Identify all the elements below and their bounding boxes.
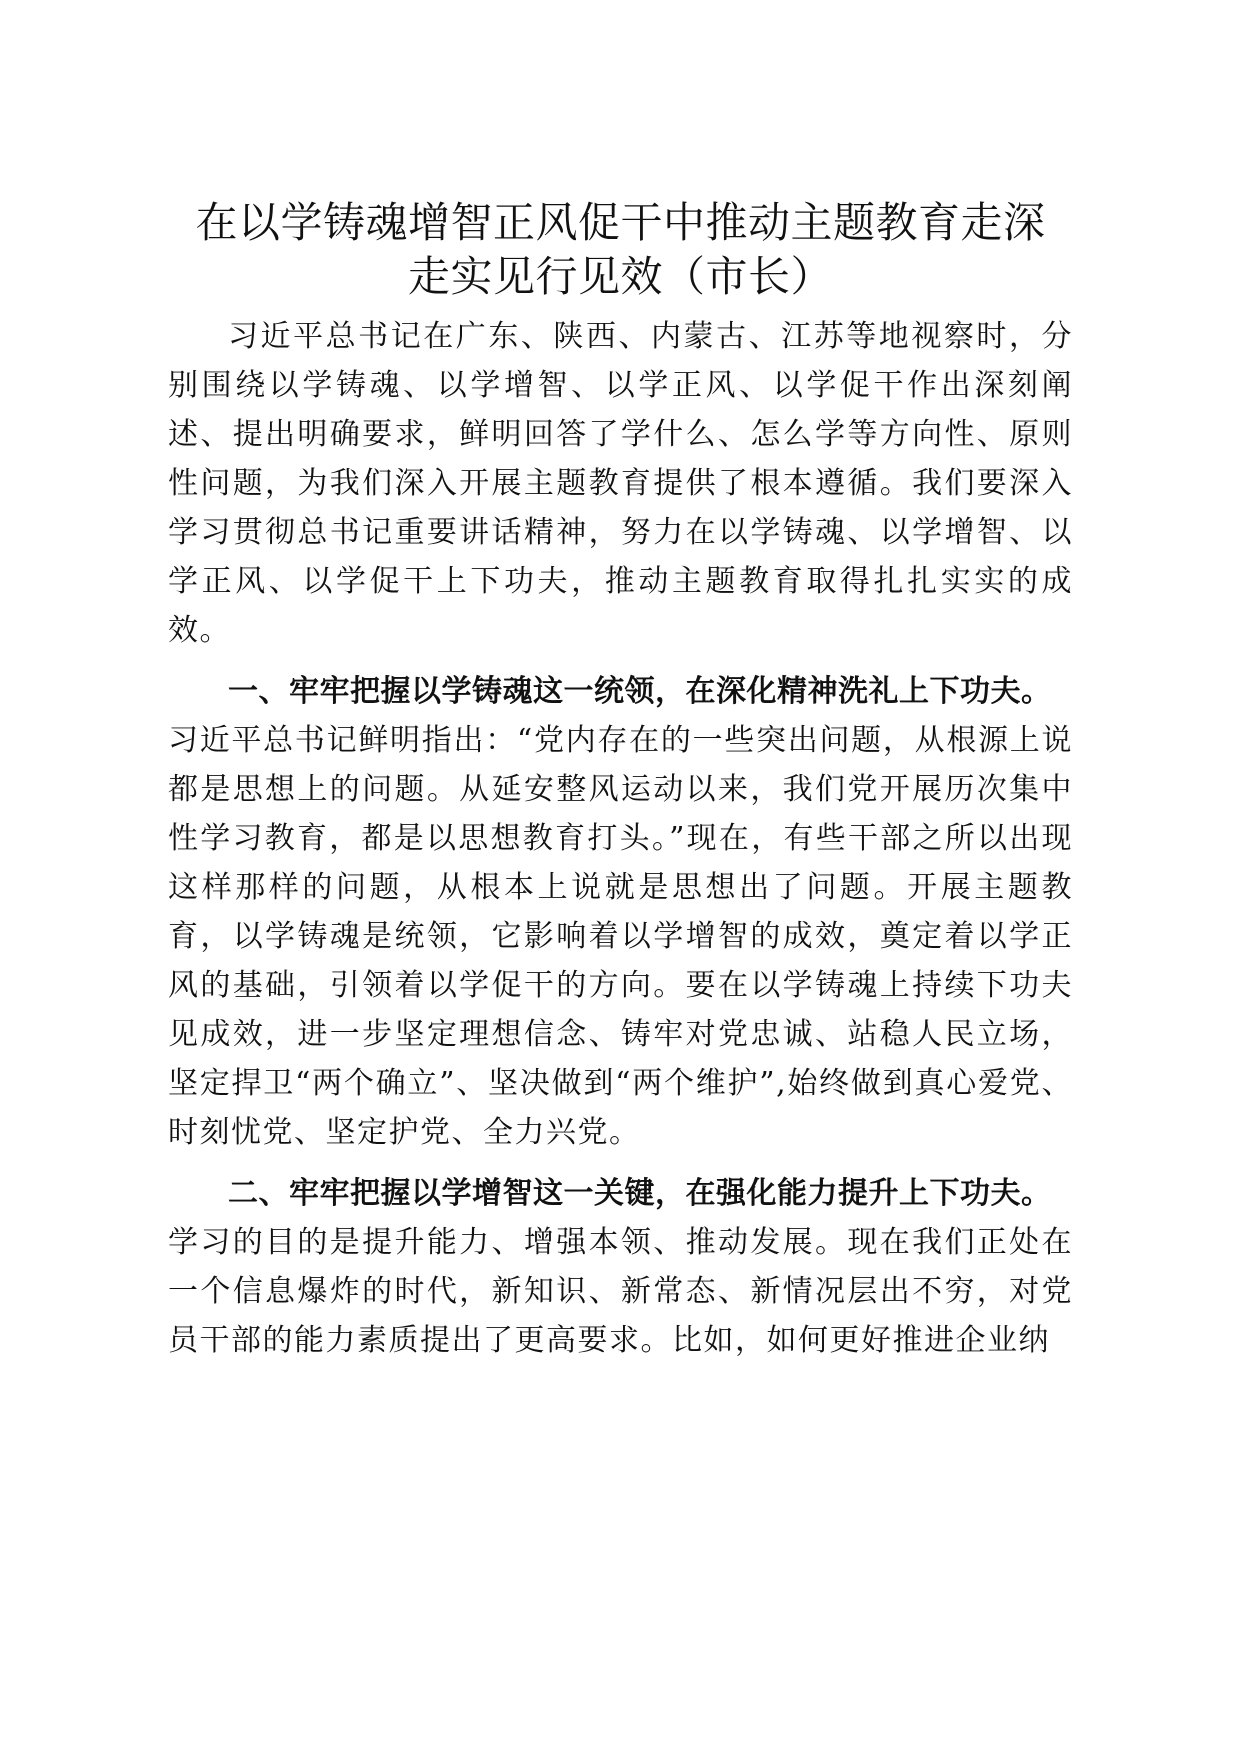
document-content — [168, 196, 1073, 1365]
title-line-1: 在以学铸魂增智正风促干中推动主题教育走深 — [195, 198, 1046, 247]
intro-paragraph: 习近平总书记在广东、陕西、内蒙古、江苏等地视察时，分别围绕以学铸魂、以学增智、以学正风、以学促干作出深刻阐述、提出明确要求，鲜明回答了学什么、怎么学等方向性、原则性问题，为我们深入开展主题教育提供了根本遵循。我们要深入学习贯彻总书记重要讲话精神，努力在以学铸魂、以学增智、以学正风、以学促干上下功夫，推动主题教育取得扎扎实实的成效。 — [168, 319, 1073, 648]
section-2-body: 学习的目的是提升能力、增强本领、推动发展。现在我们正处在一个信息爆炸的时代，新知识、新常态、新情况层出不穷，对党员干部的能力素质提出了更高要求。比如，如何更好推进企业纳 — [168, 1225, 1073, 1358]
section-1 — [168, 667, 1073, 1157]
section-1-body: 习近平总书记鲜明指出：“党内存在的一些突出问题，从根源上说都是思想上的问题。从延安整风运动以来，我们党开展历次集中性学习教育，都是以思想教育打头。”现在，有些干部之所以出现这样那样的问题，从根本上说就是思想出了问题。开展主题教育，以学铸魂是统领，它影响着以学增智的成效，奠定着以学正风的基础，引领着以学促干的方向。要在以学铸魂上持续下功夫见成效，进一步坚定理想信念、铸牢对党忠诚、站稳人民立场，坚定捍卫“两个确立”、坚决做到“两个维护”,始终做到真心爱党、时刻忧党、坚定护党、全力兴党。 — [168, 723, 1073, 1150]
document-title — [168, 196, 1073, 304]
title-line-2: 走实见行见效（市长） — [407, 252, 833, 301]
section-1-heading: 一、牢牢把握以学铸魂这一统领，在深化精神洗礼上下功夫。 — [228, 674, 1052, 709]
section-2 — [168, 1169, 1073, 1365]
section-2-heading: 二、牢牢把握以学增智这一关键，在强化能力提升上下功夫。 — [228, 1176, 1052, 1211]
